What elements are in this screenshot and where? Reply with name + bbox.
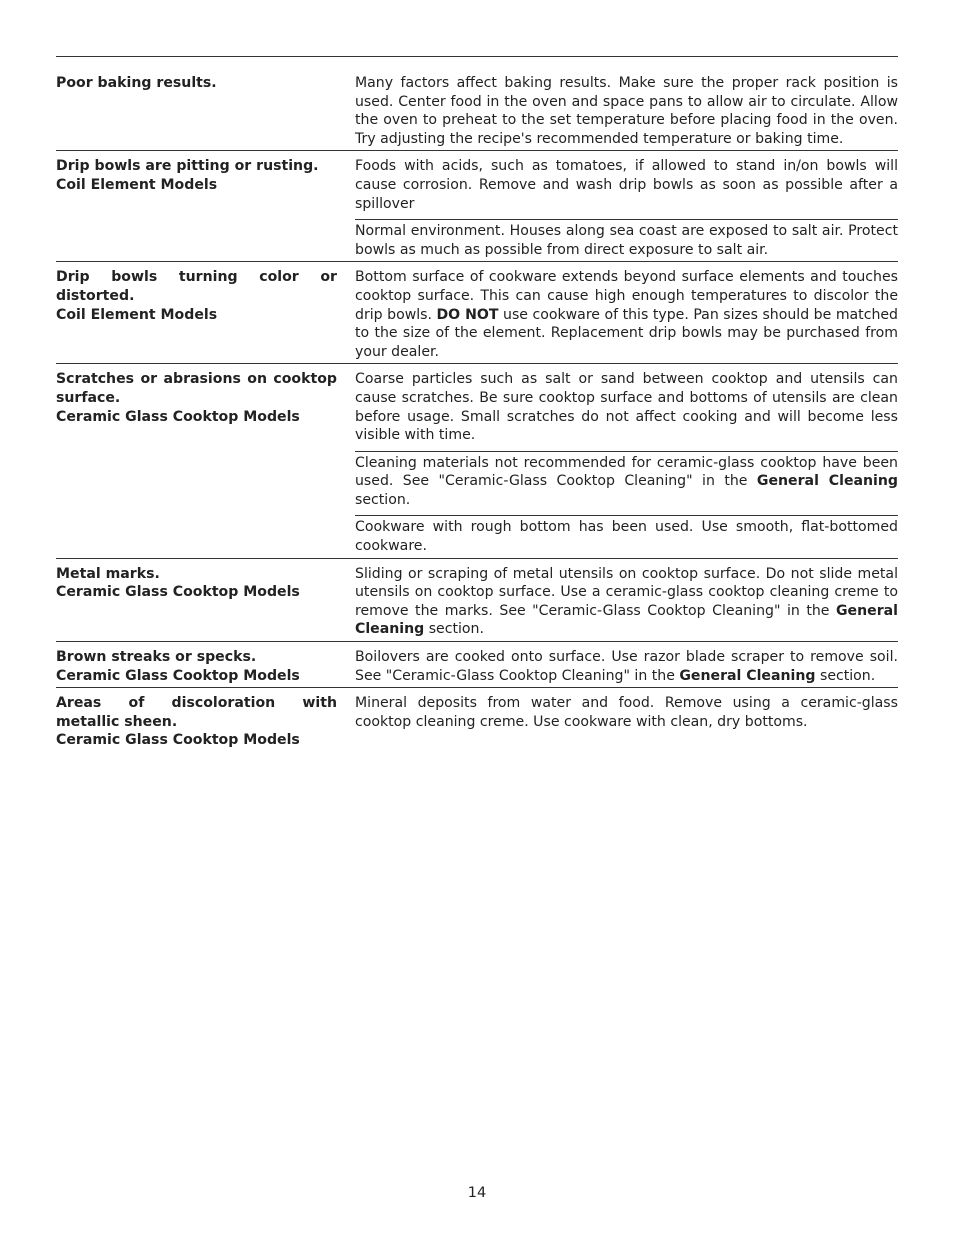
problem-text: Drip bowls are pitting or rusting.	[56, 158, 319, 175]
solution-cell	[355, 72, 898, 150]
solution-cell	[355, 563, 898, 641]
problem-text: Coil Element Models	[56, 176, 218, 193]
solution-text: Normal environment. Houses along sea coast are exposed to salt air. Protect bowls as much as possible from direct exposure to salt air.	[355, 223, 898, 258]
page-number: 14	[467, 1185, 487, 1201]
solution-text: section.	[815, 667, 876, 684]
solution-paragraph	[355, 515, 898, 557]
solution-text: section.	[424, 621, 484, 638]
table-row	[56, 368, 898, 558]
troubleshooting-table	[56, 72, 898, 754]
solution-text: Many factors affect baking results. Make sure the proper rack position is used. Center food in the oven and space pans to allow air to circulate. Allow the oven to preheat to the set temperature before placing food in the oven. Try adjusting the recipe's recommended temperature or baking time.	[355, 75, 898, 147]
solution-paragraph	[355, 563, 898, 641]
solution-text: Boilovers are cooked onto surface. Use razor blade scraper to remove soil. See "Ceramic-Glass Cooktop Cleaning" in the	[355, 649, 898, 684]
problem-text: Ceramic Glass Cooktop Models	[56, 667, 300, 684]
table-row	[56, 563, 898, 642]
problem-text: Brown streaks or specks.	[56, 649, 257, 666]
solution-paragraph	[355, 692, 898, 733]
solution-paragraph	[355, 72, 898, 150]
solution-text: Sliding or scraping of metal utensils on cooktop surface. Do not slide metal utensils on cooktop surface. Use a ceramic-glass cooktop cleaning creme to remove the marks. See "Ceramic-Glass Cooktop Cleaning" in the	[355, 565, 898, 619]
solution-text: section.	[355, 491, 411, 508]
solution-text: Cleaning materials not recommended for ceramic-glass cooktop have been used. See "Ceramic-Glass Cooktop Cleaning" in the	[355, 454, 898, 490]
problem-text: Ceramic Glass Cooktop Models	[56, 732, 300, 749]
problem-text: Ceramic Glass Cooktop Models	[56, 584, 300, 601]
solution-cell	[355, 646, 898, 687]
solution-text: Coarse particles such as salt or sand between cooktop and utensils can cause scratches. Be sure cooktop surface and bottoms of utensils are clean before usage. Small scratches do not affect cooking and will become less visible with time.	[355, 371, 898, 444]
table-row	[56, 72, 898, 151]
solution-paragraph	[355, 155, 898, 215]
solution-text: Cookware with rough bottom has been used. Use smooth, flat-bottomed cookware.	[355, 519, 898, 555]
table-row	[56, 266, 898, 364]
problem-cell	[56, 368, 355, 557]
table-row	[56, 155, 898, 262]
emphasis-text: General Cleaning	[355, 602, 898, 638]
problem-text: Drip bowls turning color or distorted.	[56, 269, 337, 304]
problem-text: Areas of discoloration with metallic sheen.	[56, 695, 337, 730]
solution-cell	[355, 155, 898, 261]
emphasis-text: General Cleaning	[679, 667, 816, 684]
solution-cell	[355, 368, 898, 557]
problem-cell	[56, 646, 355, 687]
solution-paragraph	[355, 219, 898, 261]
problem-text: Metal marks.	[56, 565, 160, 582]
problem-cell	[56, 692, 355, 750]
emphasis-text: DO NOT	[436, 306, 499, 323]
problem-text: Ceramic Glass Cooktop Models	[56, 408, 300, 425]
table-row	[56, 646, 898, 688]
top-rule	[56, 56, 898, 57]
problem-text: Coil Element Models	[56, 306, 218, 323]
table-row	[56, 692, 898, 750]
solution-paragraph	[355, 451, 898, 512]
solution-cell	[355, 692, 898, 750]
solution-paragraph	[355, 266, 898, 363]
problem-cell	[56, 72, 355, 150]
solution-text: Foods with acids, such as tomatoes, if allowed to stand in/on bowls will cause corrosion. Remove and wash drip bowls as soon as possible after a spillover	[355, 158, 898, 212]
solution-paragraph	[355, 368, 898, 446]
problem-cell	[56, 563, 355, 641]
solution-paragraph	[355, 646, 898, 687]
problem-cell	[56, 155, 355, 261]
solution-text: Bottom surface of cookware extends beyond surface elements and touches cooktop surface. This can cause high enough temperatures to discolor the drip bowls.	[355, 269, 898, 323]
solution-text: Mineral deposits from water and food. Remove using a ceramic-glass cooktop cleaning creme. Use cookware with clean, dry bottoms.	[355, 695, 898, 730]
solution-cell	[355, 266, 898, 363]
emphasis-text: General Cleaning	[756, 473, 898, 490]
problem-cell	[56, 266, 355, 363]
problem-text: Poor baking results.	[56, 75, 217, 91]
problem-text: Scratches or abrasions on cooktop surface.	[56, 371, 337, 406]
solution-text: use cookware of this type. Pan sizes should be matched to the size of the element. Replacement drip bowls may be purchased from your dealer.	[355, 306, 899, 360]
